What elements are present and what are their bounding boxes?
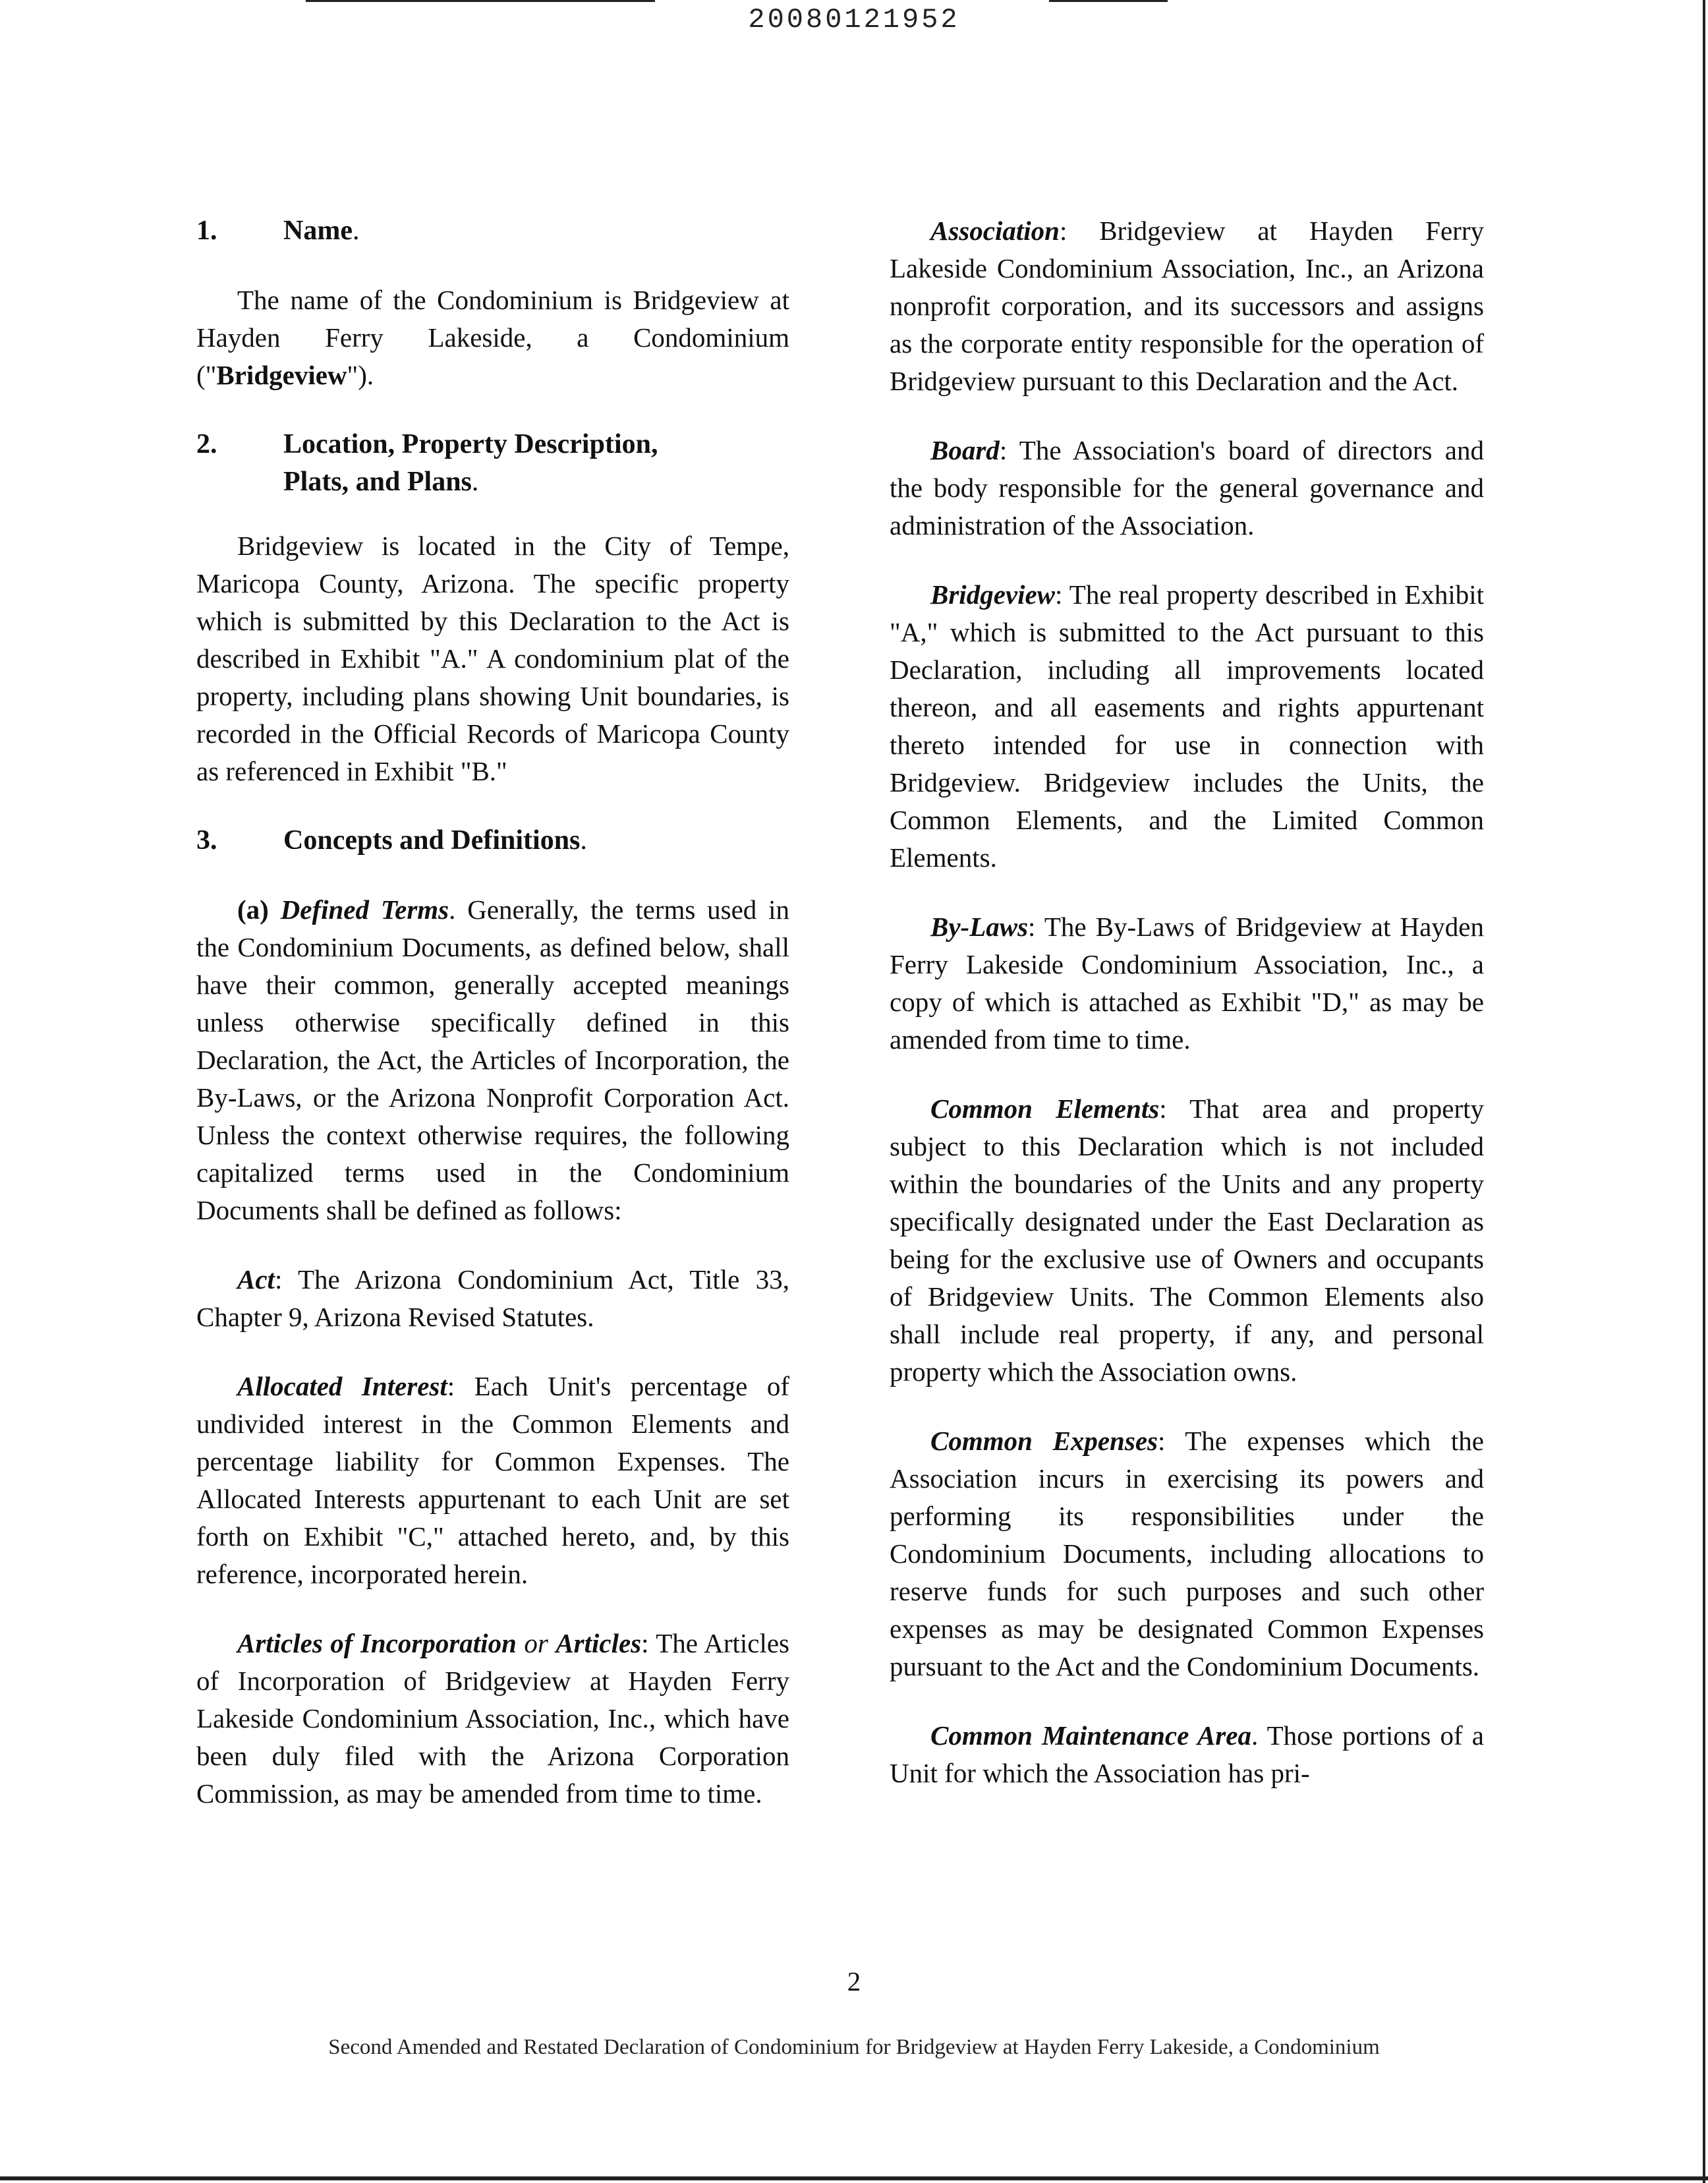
section-3-number: 3. (196, 825, 217, 856)
definition-bylaws: By-Laws: The By-Laws of Bridgeview at Hayden Ferry Lakeside Condominium Association, Inc., a copy of which is attached as Exhibit "D," as may be amended from time to time. (890, 912, 1484, 1055)
section-2-number: 2. (196, 429, 217, 459)
bridgeview-defined-name: Bridgeview (216, 360, 347, 390)
definition-bridgeview: Bridgeview: The real property described in Exhibit "A," which is submitted to the Act pursuant to this Declaration, including all improvements located thereon, and all easements and rights appurtenant thereto intended for use in connection with Bridgeview. Bridgeview includes the Units, the Common Elements, and the Limited Common Elements. (890, 579, 1485, 873)
definition-common-expenses: Common Expenses: The expenses which the Association incurs in exercising its powers and performing its responsibilities under the Condominium Documents, including allocations to reserve funds for such purposes and such other expenses as may be designated Common Expenses pursuant to the Act and the Condominium Documents. (890, 1426, 1484, 1681)
page-number: 2 (847, 1966, 861, 1996)
section-3a-body: (a) Defined Terms. Generally, the terms used in the Condominium Documents, as defined below, shall have their common, generally accepted meanings unless otherwise specifically defined in this Declaration, the Act, the Articles of Incorporation, the By-Laws, or the Arizona Nonprofit Corporation Act. Unless the context otherwise requires, the following capitalized terms used in the Condominium Documents shall be defined as follows: (196, 894, 790, 1225)
definition-bylaws-term: By-Laws (930, 912, 1029, 942)
section-2-body: Bridgeview is located in the City of Tempe, Maricopa County, Arizona. The specific property which is submitted by this Declaration to the Act is described in Exhibit "A." A condominium plat of the property, including plans showing Unit boundaries, is recorded in the Official Records of Maricopa County as referenced in Exhibit "B." (196, 531, 789, 786)
section-1-body: The name of the Condominium is Bridgeview at Hayden Ferry Lakeside, a Condominium ("Bridgeview"). (196, 285, 789, 390)
scan-line-top-left (306, 0, 655, 2)
definition-act: Act: The Arizona Condominium Act, Title 33, Chapter 9, Arizona Revised Statutes. (196, 1264, 790, 1332)
section-2-title-line1: Location, Property Description, (283, 429, 658, 459)
document-footer: Second Amended and Restated Declaration of Condominium for Bridgeview at Hayden Ferry Lakeside, a Condominium (328, 2035, 1380, 2059)
scan-line-top-right (1049, 0, 1168, 2)
definition-common-maintenance-area-term: Common Maintenance Area (930, 1720, 1251, 1751)
definition-common-elements: Common Elements: That area and property subject to this Declaration which is not included within the boundaries of the Units and any property specifically designated under the East Declaration as being for the exclusive use of Owners and occupants of Bridgeview Units. The Common Elements also shall include real property, if any, and personal property which the Association owns. (890, 1093, 1485, 1387)
right-column (890, 212, 1484, 1792)
definition-articles-short-term: Articles (555, 1628, 642, 1658)
section-1-number: 1. (196, 216, 217, 246)
section-3a-label: (a) (237, 894, 269, 925)
definition-association-term: Association (930, 216, 1060, 246)
definition-common-elements-term: Common Elements (930, 1093, 1160, 1124)
section-3-heading: 3. Concepts and Definitions. (196, 822, 789, 859)
section-2-title-line2: Plats, and Plans (283, 467, 472, 497)
definition-act-term: Act (237, 1264, 275, 1295)
section-1-heading: 1. Name. (196, 212, 789, 250)
definition-articles: Articles of Incorporation or Articles: The Articles of Incorporation of Bridgeview at Hayden Ferry Lakeside Condominium Association, Inc., which have been duly filed with the Arizona Corporation Commission, as may be amended from time to time. (196, 1628, 790, 1809)
definition-association: Association: Bridgeview at Hayden Ferry Lakeside Condominium Association, Inc., an Arizona nonprofit corporation, and its successors and assigns as the corporate entity responsible for the operation of Bridgeview pursuant to this Declaration and the Act. (890, 216, 1484, 396)
section-1-title: Name (283, 216, 353, 246)
scan-border-right (1703, 0, 1705, 2183)
definition-articles-term: Articles of Incorporation (237, 1628, 517, 1658)
scan-border-bottom (0, 2176, 1708, 2180)
definition-common-expenses-term: Common Expenses (930, 1426, 1158, 1456)
definition-common-maintenance-area: Common Maintenance Area. Those portions of a Unit for which the Association has pri- (890, 1720, 1484, 1788)
definition-board-term: Board (930, 435, 1000, 465)
definition-board: Board: The Association's board of directors and the body responsible for the general governance and administration of the Association. (890, 435, 1484, 540)
document-number: 20080121952 (748, 4, 960, 36)
definition-allocated-interest-term: Allocated Interest (237, 1371, 447, 1401)
definition-bridgeview-term: Bridgeview (930, 579, 1056, 610)
section-3a-term: Defined Terms (280, 894, 449, 925)
definition-allocated-interest: Allocated Interest: Each Unit's percentage of undivided interest in the Common Elements and percentage liability for Common Expenses. The Allocated Interests appurtenant to each Unit are set forth on Exhibit "C," attached hereto, and, by this reference, incorporated herein. (196, 1371, 789, 1589)
section-2-heading: 2. Location, Property Description, Plats, and Plans. (196, 426, 789, 501)
left-column (196, 212, 789, 1813)
section-3-title: Concepts and Definitions (283, 825, 581, 856)
